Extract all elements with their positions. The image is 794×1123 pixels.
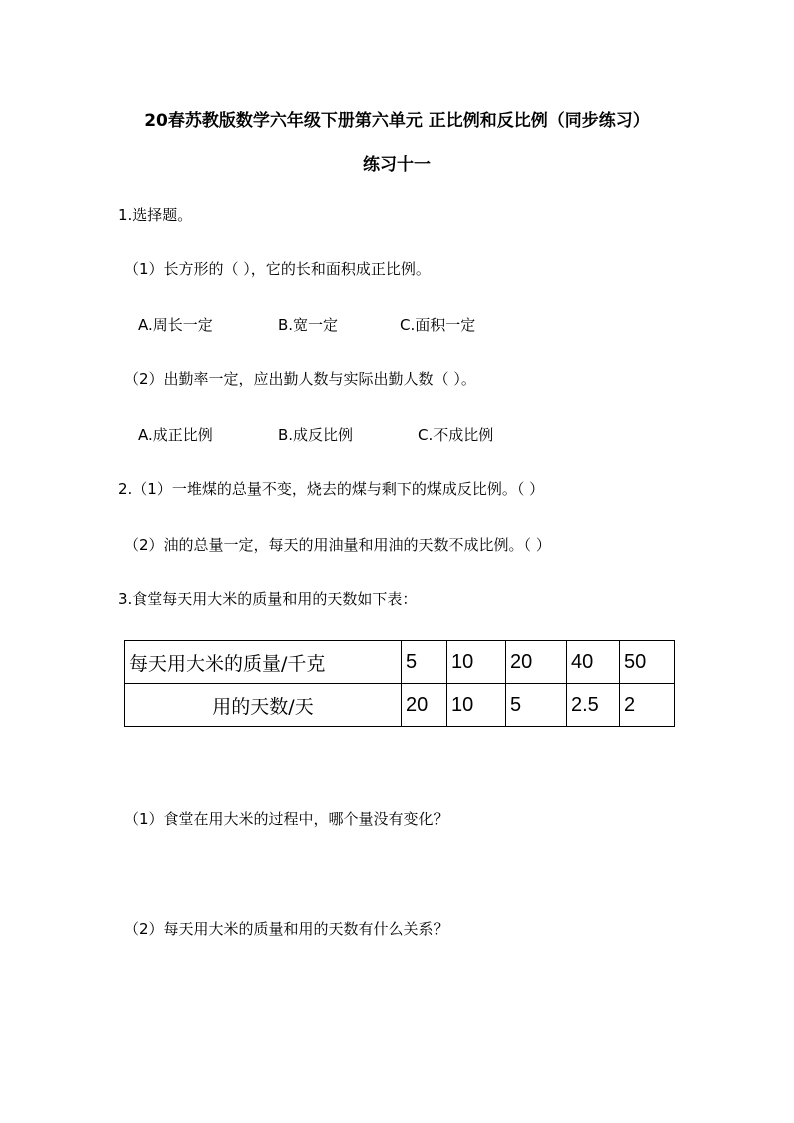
table-cell: 10 <box>447 684 506 727</box>
question-3-1-stem: （1）食堂在用大米的过程中，哪个量没有变化？ <box>124 810 449 828</box>
table-row <box>125 684 675 727</box>
document-title: 20春苏教版数学六年级下册第六单元 正比例和反比例（同步练习） <box>144 111 650 131</box>
table-cell: 5 <box>402 641 447 684</box>
table-cell: 2 <box>620 684 675 727</box>
table-cell: 40 <box>567 641 620 684</box>
table-cell: 2.5 <box>567 684 620 727</box>
question-1-2-option-b: B.成反比例 <box>278 426 354 444</box>
question-3-2-stem: （2）每天用大米的质量和用的天数有什么关系？ <box>124 920 449 938</box>
table-cell: 50 <box>620 641 675 684</box>
table-cell: 10 <box>447 641 506 684</box>
question-1-2-option-c: C.不成比例 <box>418 426 494 444</box>
question-1-1-stem: （1）长方形的（ ），它的长和面积成正比例。 <box>124 260 431 278</box>
question-1-1-option-a: A.周长一定 <box>138 316 213 334</box>
table-cell: 5 <box>506 684 567 727</box>
document-subtitle: 练习十一 <box>363 155 431 175</box>
rice-usage-table <box>124 640 675 727</box>
question-3-heading: 3.食堂每天用大米的质量和用的天数如下表： <box>118 590 418 608</box>
question-1-2-stem: （2）出勤率一定，应出勤人数与实际出勤人数（ ）。 <box>124 370 476 388</box>
table-cell: 20 <box>506 641 567 684</box>
table-row <box>125 641 675 684</box>
question-2-line-1: 2.（1）一堆煤的总量不变，烧去的煤与剩下的煤成反比例。（ ） <box>118 480 545 498</box>
row-header-rice-mass: 每天用大米的质量/千克 <box>125 641 402 684</box>
row-header-days: 用的天数/天 <box>125 684 402 727</box>
table-cell: 20 <box>402 684 447 727</box>
question-1-2-option-a: A.成正比例 <box>138 426 213 444</box>
question-1-1-option-b: B.宽一定 <box>278 316 339 334</box>
question-1-heading: 1.选择题。 <box>118 206 193 224</box>
question-2-line-2: （2）油的总量一定，每天的用油量和用油的天数不成比例。（ ） <box>124 536 551 554</box>
question-1-1-option-c: C.面积一定 <box>400 316 476 334</box>
